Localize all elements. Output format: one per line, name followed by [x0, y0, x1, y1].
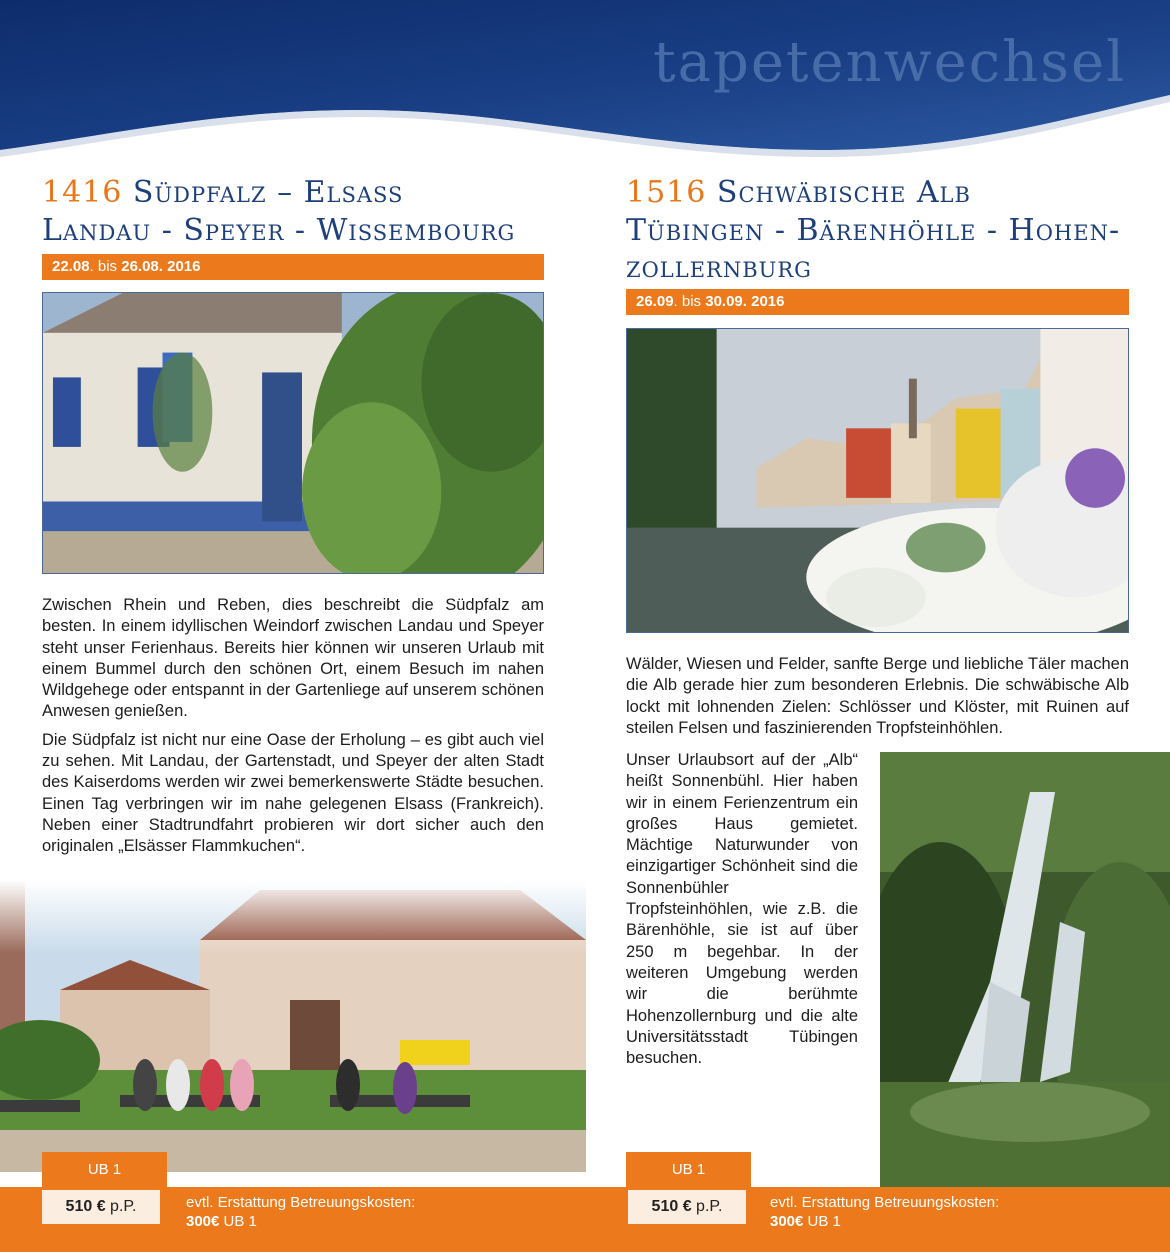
left-ub-tab: UB 1	[42, 1152, 167, 1190]
left-price-unit: p.P.	[105, 1198, 137, 1215]
right-date-bar	[626, 289, 1129, 315]
right-refund-ub: UB 1	[803, 1213, 841, 1230]
right-trip-subtitle-1: Tübingen - Bärenhöhle - Hohen-	[626, 212, 1121, 248]
left-refund-ub: UB 1	[219, 1213, 257, 1230]
right-price-unit: p.P.	[691, 1198, 723, 1215]
left-photo-house	[42, 292, 544, 574]
header-banner	[0, 0, 1170, 165]
right-paragraph-2: Unser Urlaubsort auf der „Alb“ heißt Sonnenbühl. Hier haben wir in einem Ferienzentrum ein großes Haus gemietet. Mächtige Naturwunder von einzigartiger Schönheit sind die Sonnenbühler Tropfsteinhöhlen, wie z.B. die Bärenhöhle, sie ist auf über 250 m begehbar. In der weiteren Umgebung werden wir die berühmte Hohenzollernburg und die alte Universitätsstadt Tübingen besuchen.	[626, 751, 858, 1068]
left-photo-town-square	[0, 880, 586, 1172]
left-price: 510 €	[65, 1198, 106, 1215]
right-trip-number: 1516	[626, 175, 707, 210]
right-price-box	[628, 1190, 746, 1224]
right-title	[626, 174, 1146, 287]
right-photo-tuebingen	[626, 328, 1129, 633]
left-price-box	[42, 1190, 160, 1224]
right-refund	[770, 1193, 999, 1231]
left-refund-label: evtl. Erstattung Betreuungskosten:	[186, 1194, 416, 1211]
left-title	[42, 174, 562, 249]
left-trip-subtitle: Landau - Speyer - Wissembourg	[42, 212, 516, 248]
right-refund-amount: 300€	[770, 1213, 804, 1230]
left-refund	[186, 1193, 415, 1231]
right-photo-waterfall	[880, 752, 1170, 1188]
brand-wordmark: tapetenwechsel	[653, 30, 1126, 95]
right-price: 510 €	[651, 1198, 692, 1215]
right-date-from: 26.09	[636, 293, 674, 310]
right-refund-label: evtl. Erstattung Betreuungskosten:	[770, 1194, 1000, 1211]
left-refund-amount: 300€	[186, 1213, 220, 1230]
left-text	[42, 595, 544, 858]
left-date-sep: . bis	[89, 258, 122, 275]
left-date-to: 26.08. 2016	[121, 258, 201, 275]
right-trip-subtitle-2: zollernburg	[626, 250, 812, 285]
right-date-to: 30.09. 2016	[705, 293, 785, 310]
right-ub-tab: UB 1	[626, 1152, 751, 1190]
right-paragraph-1: Wälder, Wiesen und Felder, sanfte Berge und liebliche Täler machen die Alb gerade hier zum besonderen Erlebnis. Die schwäbische Alb lockt mit lohnenden Zielen: Schlösser und Klöster, mit Ruinen auf steilen Felsen und faszinierenden Tropfsteinhöhlen.	[626, 655, 1129, 737]
right-trip-title: Schwäbische Alb	[706, 175, 971, 210]
left-date-from: 22.08	[52, 258, 90, 275]
left-trip-number: 1416	[42, 175, 123, 210]
left-paragraph-1: Zwischen Rhein und Reben, dies beschreibt die Südpfalz am besten. In einem idyllischen Weindorf zwischen Landau und Speyer steht unser Ferienhaus. Bereits hier können wir unseren Urlaub mit einem Bummel durch den schönen Ort, einem Besuch im nahen Wildgehege oder entspannt in der Gartenliege auf unserem schönen Anwesen genießen.	[42, 596, 544, 721]
left-date-bar	[42, 254, 544, 280]
right-date-sep: . bis	[673, 293, 706, 310]
left-trip-title: Südpfalz – Elsass	[122, 175, 404, 210]
left-paragraph-2: Die Südpfalz ist nicht nur eine Oase der Erholung – es gibt auch viel zu sehen. Mit Landau, der Gartenstadt, und Speyer der alten Stadt des Kaiserdoms werden wir zwei bemerkenswerte Städte besuchen. Einen Tag verbringen wir im nahe gelegenen Elsass (Frankreich). Neben einer Stadtrundfahrt probieren wir dort sicher auch den originalen „Elsässer Flammkuchen“.	[42, 730, 544, 856]
